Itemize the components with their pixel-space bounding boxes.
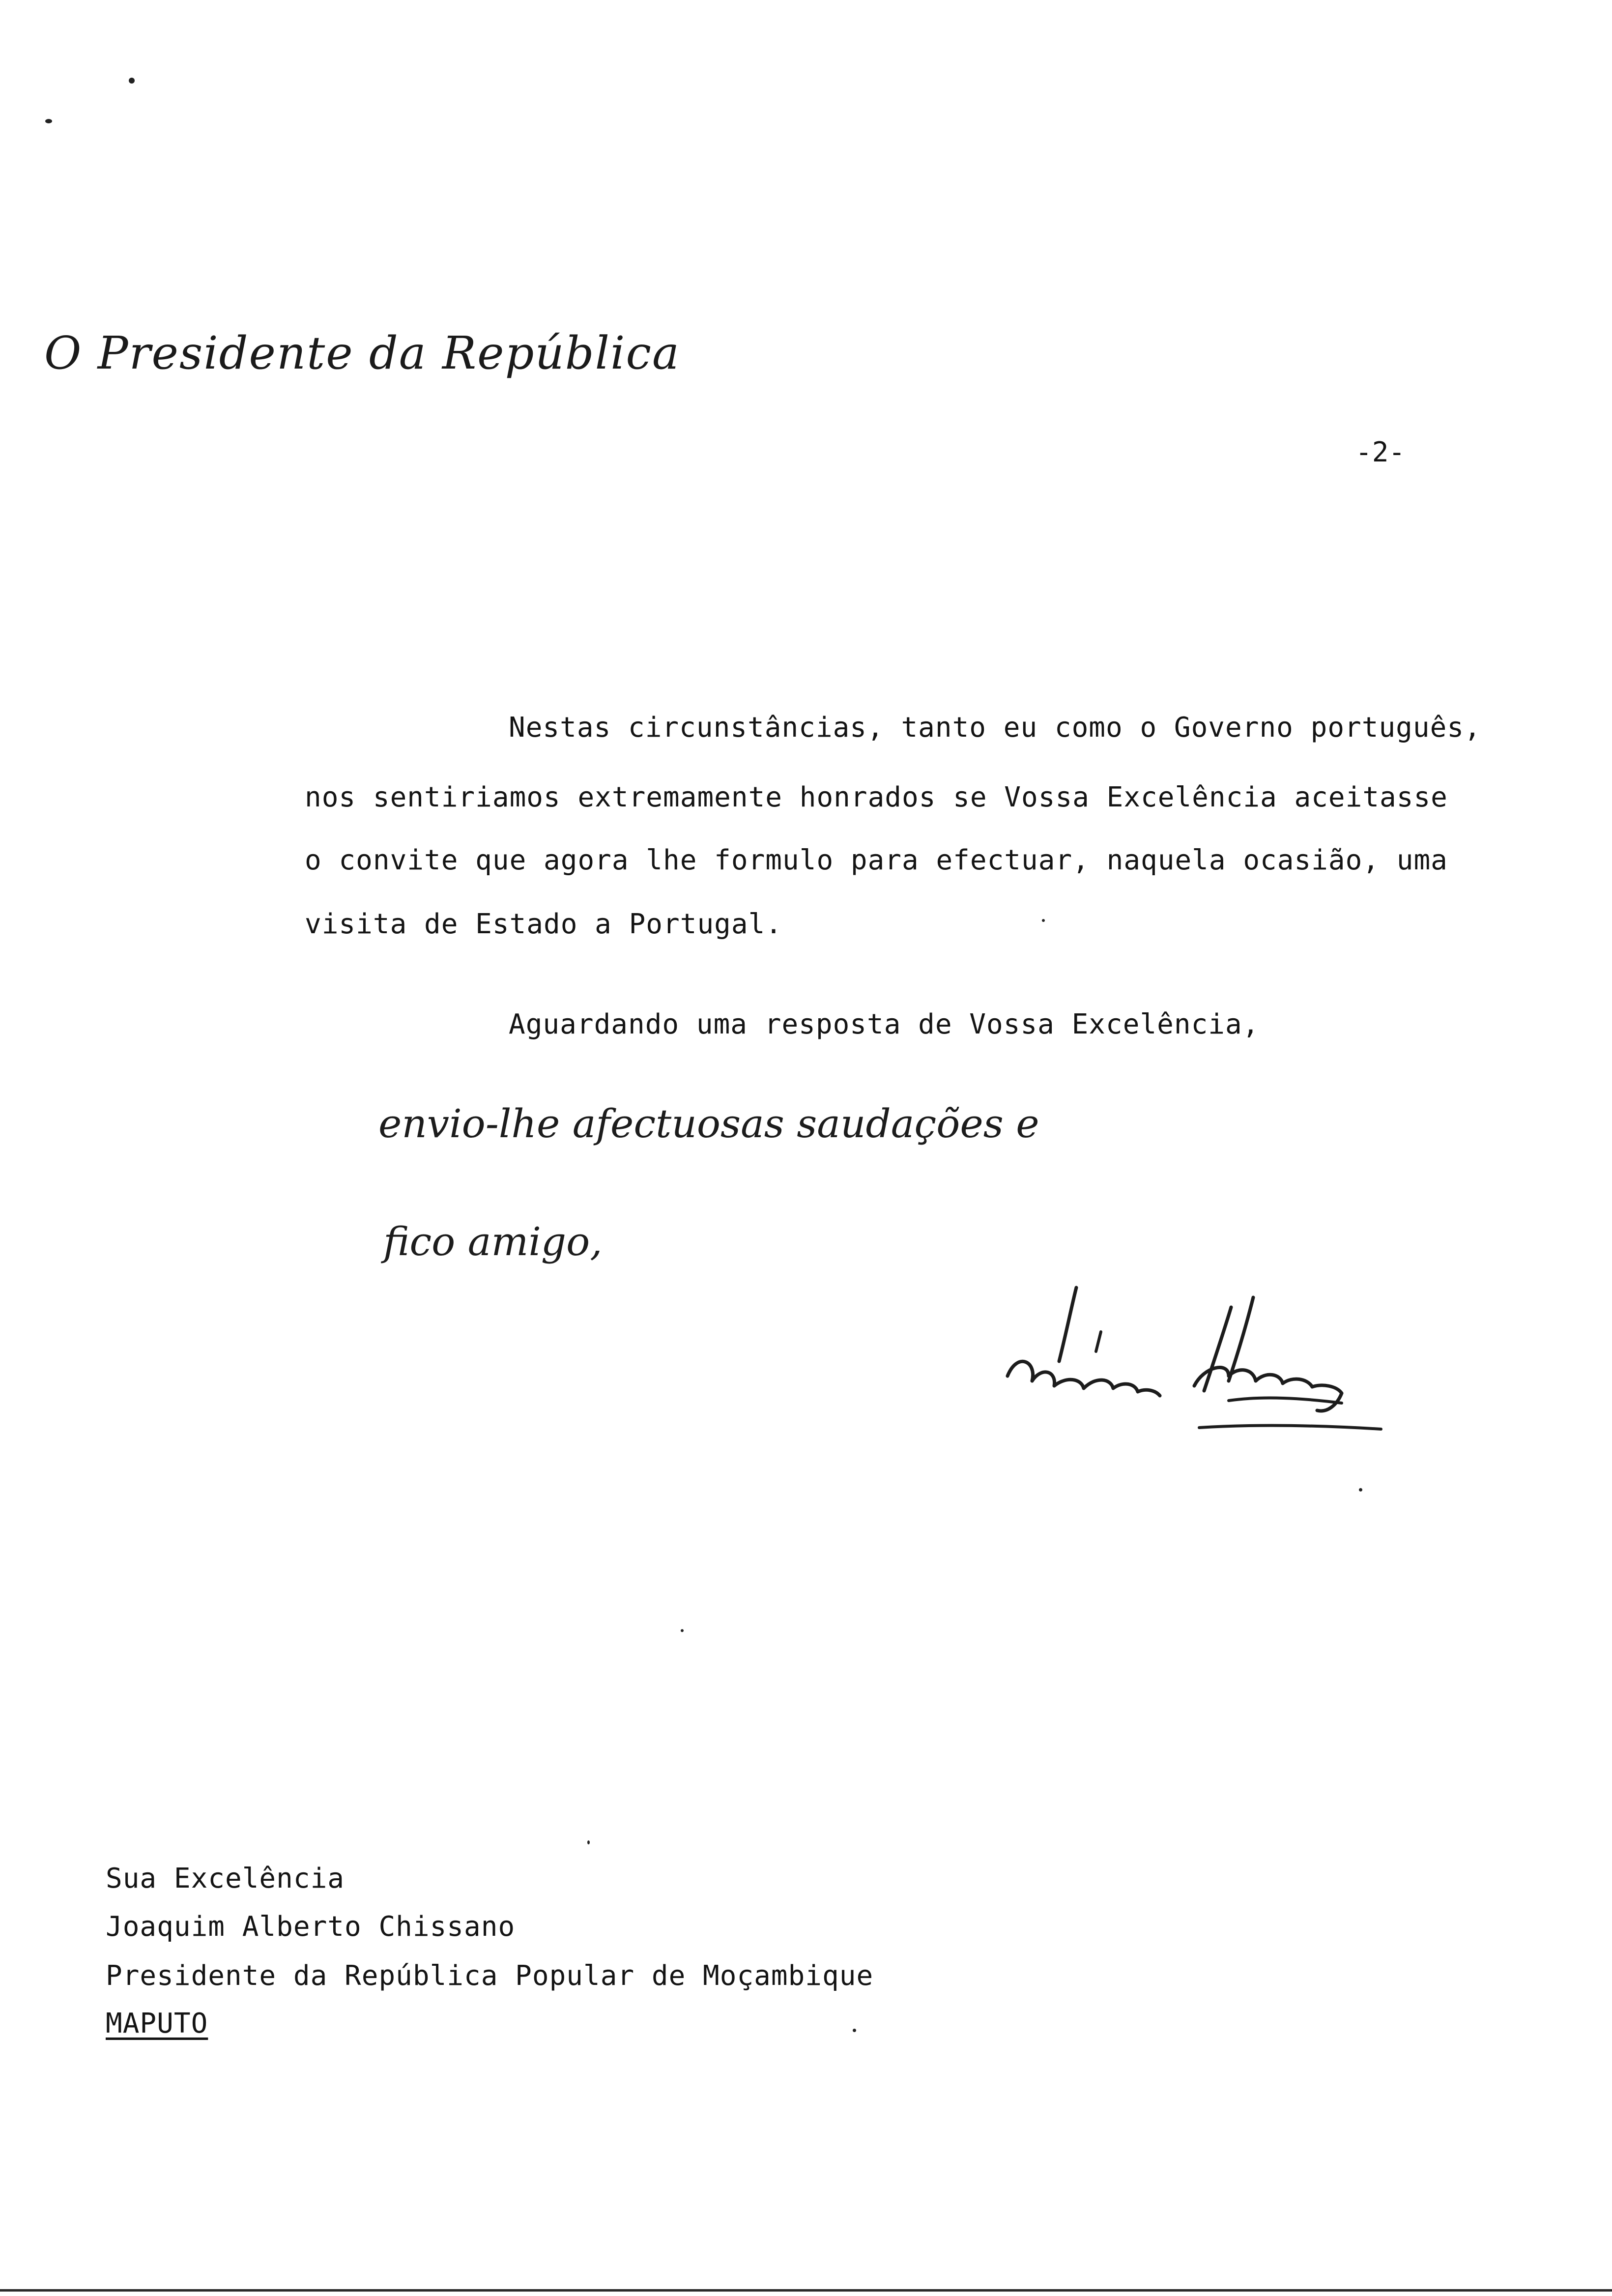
- scan-bottom-edge: [0, 2289, 1612, 2292]
- body-line-2: nos sentiriamos extremamente honrados se Vossa Excelência aceitasse: [305, 781, 1448, 813]
- handwritten-closing-line-1: envio-lhe afectuosas saudações e: [378, 1101, 1039, 1147]
- page-number: -2-: [1355, 436, 1406, 468]
- handwritten-signature: [998, 1278, 1401, 1455]
- recipient-name: Joaquim Alberto Chissano: [106, 1911, 516, 1943]
- body-line-1: Nestas circunstâncias, tanto eu como o Governo português,: [509, 712, 1481, 744]
- scan-speck: [587, 1840, 590, 1844]
- scan-speck: [853, 2029, 856, 2032]
- body-line-4: visita de Estado a Portugal.: [305, 908, 783, 940]
- body-line-5: Aguardando uma resposta de Vossa Excelência,: [509, 1008, 1260, 1040]
- recipient-salutation: Sua Excelência: [106, 1863, 345, 1894]
- scan-speck: [1359, 1488, 1362, 1492]
- scan-speck: [45, 119, 52, 123]
- recipient-title: Presidente da República Popular de Moçambique: [106, 1960, 874, 1992]
- scan-speck: [681, 1629, 684, 1632]
- handwritten-closing-line-2: fico amigo,: [383, 1219, 603, 1264]
- letterhead-title: O Presidente da República: [44, 327, 680, 379]
- scan-speck: [129, 78, 135, 84]
- scan-speck: [1042, 919, 1045, 922]
- body-line-3: o convite que agora lhe formulo para efectuar, naquela ocasião, uma: [305, 844, 1448, 876]
- recipient-city: MAPUTO: [106, 2008, 208, 2039]
